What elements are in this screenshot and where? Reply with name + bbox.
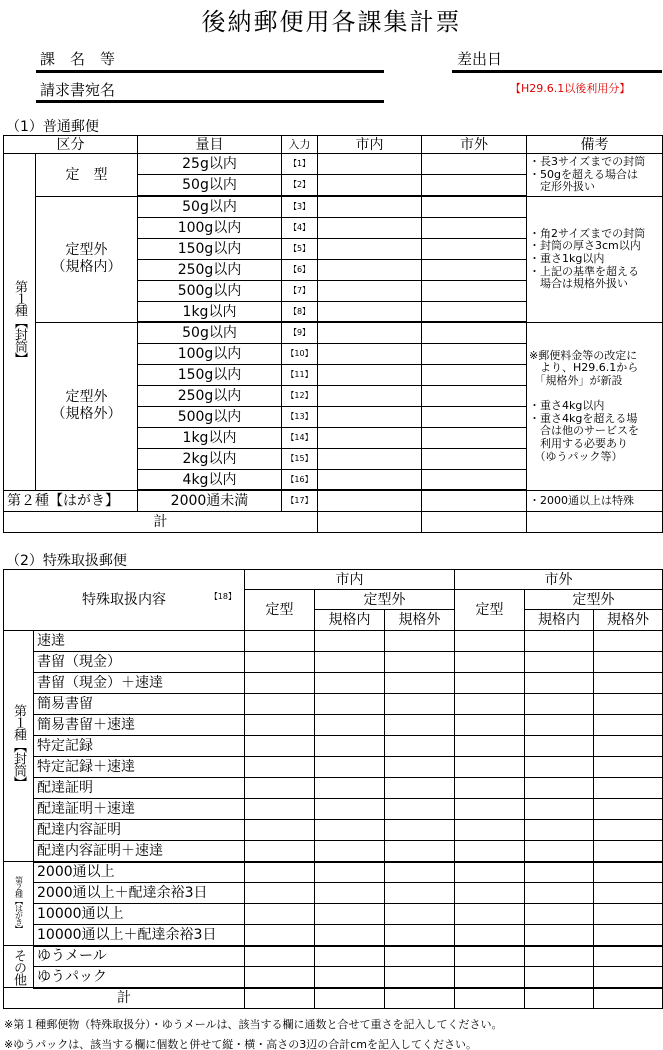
- city-in-input[interactable]: [318, 301, 422, 322]
- count-input[interactable]: [455, 820, 525, 841]
- count-input[interactable]: [315, 967, 385, 988]
- count-input[interactable]: [385, 631, 455, 652]
- row-number: 【4】: [282, 217, 318, 238]
- count-input[interactable]: [455, 631, 525, 652]
- count-input[interactable]: [594, 757, 663, 778]
- city-out-input[interactable]: [422, 364, 527, 385]
- count-input[interactable]: [455, 652, 525, 673]
- weight-cell: 50g以内: [138, 175, 282, 196]
- count-input[interactable]: [315, 778, 385, 799]
- city-in-input[interactable]: [318, 238, 422, 259]
- city-out-input[interactable]: [422, 259, 527, 280]
- city-out-input[interactable]: [422, 280, 527, 301]
- count-input[interactable]: [245, 757, 315, 778]
- count-input[interactable]: [455, 967, 525, 988]
- service-label: 2000通以上＋配達余裕3日: [34, 883, 245, 904]
- total-city-in[interactable]: [318, 511, 422, 532]
- count-input[interactable]: [525, 841, 594, 862]
- header-city-out: 市外: [422, 136, 527, 154]
- special-mail-table: [3, 569, 663, 1009]
- count-input[interactable]: [315, 799, 385, 820]
- city-in-input[interactable]: [318, 427, 422, 448]
- count-input[interactable]: [245, 673, 315, 694]
- section1-title: （1）普通郵便: [6, 119, 99, 135]
- billing-label: 請求書宛名: [40, 81, 116, 99]
- city-out-within: 規格内: [525, 610, 594, 631]
- section2-title: （2）特殊取扱郵便: [6, 553, 127, 569]
- count-input[interactable]: [594, 967, 663, 988]
- count-input[interactable]: [525, 904, 594, 925]
- weight-cell: 100g以内: [138, 217, 282, 238]
- row-number: 【6】: [282, 259, 318, 280]
- city-out-input[interactable]: [422, 385, 527, 406]
- weight-cell: 500g以内: [138, 280, 282, 301]
- service-label: 特定記録: [34, 736, 245, 757]
- count-input[interactable]: [315, 715, 385, 736]
- city-out-input[interactable]: [422, 322, 527, 343]
- count-input[interactable]: [315, 631, 385, 652]
- count-input[interactable]: [525, 673, 594, 694]
- count-input[interactable]: [385, 841, 455, 862]
- row-number: 【15】: [282, 448, 318, 469]
- city-in-input[interactable]: [318, 280, 422, 301]
- count-input[interactable]: [594, 925, 663, 946]
- count-input[interactable]: [315, 652, 385, 673]
- city-out-input[interactable]: [422, 175, 527, 196]
- count-input[interactable]: [594, 694, 663, 715]
- city-out-nonstandard: 定型外: [525, 590, 663, 610]
- row-number: 【16】: [282, 469, 318, 490]
- count-input[interactable]: [315, 862, 385, 883]
- count-input[interactable]: [525, 652, 594, 673]
- footnote-1: ※第１種郵便物（特殊取扱分）・ゆうメールは、該当する欄に通数と合せて重さを記入してください。: [4, 1018, 503, 1031]
- service-label: 特定記録＋速達: [34, 757, 245, 778]
- count-input[interactable]: [315, 694, 385, 715]
- count-input[interactable]: [315, 841, 385, 862]
- row-number: 【1】: [282, 154, 318, 175]
- count-input[interactable]: [594, 799, 663, 820]
- total-remarks: [527, 511, 663, 532]
- count-input[interactable]: [594, 652, 663, 673]
- count-input[interactable]: [525, 757, 594, 778]
- count-input[interactable]: [385, 778, 455, 799]
- count-input[interactable]: [594, 673, 663, 694]
- section2-total-label: 計: [4, 988, 245, 1009]
- weight-cell: 50g以内: [138, 196, 282, 217]
- city-in-input[interactable]: [318, 259, 422, 280]
- row-number: 【2】: [282, 175, 318, 196]
- count-input[interactable]: [594, 736, 663, 757]
- count-input[interactable]: [245, 799, 315, 820]
- count-input[interactable]: [455, 904, 525, 925]
- weight-cell: 100g以内: [138, 343, 282, 364]
- row-number: 【12】: [282, 385, 318, 406]
- count-input[interactable]: [315, 820, 385, 841]
- weight-cell: 50g以内: [138, 322, 282, 343]
- count-input[interactable]: [315, 673, 385, 694]
- notice-text: 【H29.6.1以後利用分】: [510, 82, 631, 95]
- weight-cell: 500g以内: [138, 406, 282, 427]
- count-input[interactable]: [385, 946, 455, 967]
- category-2-label: 第２種【はがき】: [4, 862, 34, 946]
- count-input[interactable]: [245, 652, 315, 673]
- count-input[interactable]: [455, 673, 525, 694]
- page-title: 後納郵便用各課集計票: [201, 8, 462, 36]
- sender-date-line: [452, 70, 662, 73]
- count-input[interactable]: [315, 757, 385, 778]
- city-out-standard: 定型: [455, 590, 525, 631]
- city-out-input[interactable]: [422, 406, 527, 427]
- header-weight: 量目: [138, 136, 282, 154]
- footnote-2: ※ゆうパックは、該当する欄に個数と併せて縦・横・高さの3辺の合計cmを記入してください。: [4, 1038, 477, 1050]
- weight-cell: 25g以内: [138, 154, 282, 175]
- count-input[interactable]: [385, 883, 455, 904]
- count-input[interactable]: [245, 736, 315, 757]
- service-label: 配達内容証明＋速達: [34, 841, 245, 862]
- count-input[interactable]: [385, 757, 455, 778]
- standard-note: ・長3サイズまでの封筒 ・50gを超える場合は 定形外扱い: [527, 154, 663, 197]
- city-out-input[interactable]: [422, 448, 527, 469]
- city-in-input[interactable]: [318, 406, 422, 427]
- service-label: 10000通以上＋配達余裕3日: [34, 925, 245, 946]
- count-input[interactable]: [315, 883, 385, 904]
- city-in-header: 市内: [245, 570, 455, 590]
- count-input[interactable]: [245, 820, 315, 841]
- count-input[interactable]: [525, 820, 594, 841]
- row-number: 【9】: [282, 322, 318, 343]
- total-input[interactable]: [315, 988, 385, 1009]
- city-in-standard: 定型: [245, 590, 315, 631]
- row-number: 【14】: [282, 427, 318, 448]
- count-input[interactable]: [455, 883, 525, 904]
- count-input[interactable]: [315, 925, 385, 946]
- city-in-outside: 規格外: [385, 610, 455, 631]
- row-number: 【10】: [282, 343, 318, 364]
- count-input[interactable]: [385, 967, 455, 988]
- count-input[interactable]: [455, 946, 525, 967]
- city-in-input[interactable]: [318, 448, 422, 469]
- dept-line: [36, 70, 384, 73]
- city-in-input[interactable]: [318, 322, 422, 343]
- city-in-input[interactable]: [318, 385, 422, 406]
- count-input[interactable]: [525, 967, 594, 988]
- service-label: 配達証明: [34, 778, 245, 799]
- count-input[interactable]: [525, 715, 594, 736]
- service-label: 10000通以上: [34, 904, 245, 925]
- count-input[interactable]: [245, 694, 315, 715]
- total-city-out[interactable]: [422, 511, 527, 532]
- content-label: 特殊取扱内容: [82, 592, 166, 608]
- nonstandard-within-label: 定型外 （規格内）: [36, 196, 138, 322]
- city-out-input[interactable]: [422, 238, 527, 259]
- row-number: 【11】: [282, 364, 318, 385]
- row-number: 【13】: [282, 406, 318, 427]
- count-input[interactable]: [455, 799, 525, 820]
- city-out-input[interactable]: [422, 217, 527, 238]
- count-input[interactable]: [245, 715, 315, 736]
- weight-cell: 4kg以内: [138, 469, 282, 490]
- sender-date-label: 差出日: [457, 50, 503, 68]
- count-input[interactable]: [455, 862, 525, 883]
- row-number: 【8】: [282, 301, 318, 322]
- count-input[interactable]: [594, 820, 663, 841]
- row-number: 【3】: [282, 196, 318, 217]
- city-out-input[interactable]: [422, 427, 527, 448]
- count-input[interactable]: [594, 946, 663, 967]
- weight-cell: 2000通未満: [138, 490, 282, 511]
- count-input[interactable]: [455, 757, 525, 778]
- count-input[interactable]: [245, 862, 315, 883]
- service-label: 配達証明＋速達: [34, 799, 245, 820]
- count-input[interactable]: [525, 946, 594, 967]
- count-input[interactable]: [455, 841, 525, 862]
- count-input[interactable]: [455, 694, 525, 715]
- postcard-note: ・2000通以上は特殊: [527, 490, 663, 511]
- count-input[interactable]: [525, 631, 594, 652]
- count-input[interactable]: [525, 736, 594, 757]
- category-2-label: 第２種【はがき】: [4, 490, 138, 511]
- count-input[interactable]: [455, 925, 525, 946]
- header-remarks: 備考: [527, 136, 663, 154]
- city-out-input[interactable]: [422, 301, 527, 322]
- count-input[interactable]: [525, 925, 594, 946]
- count-input[interactable]: [594, 862, 663, 883]
- city-in-input[interactable]: [318, 154, 422, 175]
- city-in-input[interactable]: [318, 175, 422, 196]
- service-label: ゆうパック: [34, 967, 245, 988]
- count-input[interactable]: [455, 778, 525, 799]
- category-other-label: その他: [4, 946, 34, 988]
- header-category: 区分: [4, 136, 138, 154]
- service-label: 書留（現金）: [34, 652, 245, 673]
- weight-cell: 250g以内: [138, 259, 282, 280]
- weight-cell: 150g以内: [138, 238, 282, 259]
- count-input[interactable]: [385, 904, 455, 925]
- row-number: 【17】: [282, 490, 318, 511]
- city-in-input[interactable]: [318, 343, 422, 364]
- city-out-outside: 規格外: [594, 610, 663, 631]
- weight-cell: 250g以内: [138, 385, 282, 406]
- count-input[interactable]: [594, 631, 663, 652]
- city-out-header: 市外: [455, 570, 663, 590]
- service-label: 配達内容証明: [34, 820, 245, 841]
- count-input[interactable]: [385, 799, 455, 820]
- billing-line: [36, 100, 384, 103]
- total-input[interactable]: [455, 988, 525, 1009]
- count-input[interactable]: [385, 862, 455, 883]
- city-out-input[interactable]: [422, 469, 527, 490]
- total-input[interactable]: [385, 988, 455, 1009]
- count-input[interactable]: [315, 946, 385, 967]
- weight-cell: 1kg以内: [138, 301, 282, 322]
- count-input[interactable]: [385, 820, 455, 841]
- count-input[interactable]: [385, 652, 455, 673]
- count-input[interactable]: [245, 841, 315, 862]
- city-out-input[interactable]: [422, 154, 527, 175]
- count-input[interactable]: [245, 967, 315, 988]
- count-input[interactable]: [594, 715, 663, 736]
- city-in-input[interactable]: [318, 490, 422, 511]
- count-input[interactable]: [245, 925, 315, 946]
- header-input: 入力: [282, 136, 318, 154]
- count-input[interactable]: [455, 736, 525, 757]
- total-input[interactable]: [525, 988, 594, 1009]
- nonstandard-outside-label: 定型外 （規格外）: [36, 322, 138, 490]
- city-in-input[interactable]: [318, 364, 422, 385]
- count-input[interactable]: [594, 883, 663, 904]
- count-input[interactable]: [594, 841, 663, 862]
- count-input[interactable]: [385, 694, 455, 715]
- section1-total-label: 計: [4, 511, 318, 532]
- service-label: 書留（現金）＋速達: [34, 673, 245, 694]
- service-label: 簡易書留: [34, 694, 245, 715]
- service-label: ゆうメール: [34, 946, 245, 967]
- count-input[interactable]: [385, 925, 455, 946]
- count-input[interactable]: [594, 778, 663, 799]
- count-input[interactable]: [385, 736, 455, 757]
- category-1-label: 第１種【封筒】: [4, 154, 36, 491]
- count-input[interactable]: [385, 673, 455, 694]
- count-input[interactable]: [525, 799, 594, 820]
- weight-cell: 1kg以内: [138, 427, 282, 448]
- city-out-input[interactable]: [422, 343, 527, 364]
- count-input[interactable]: [525, 862, 594, 883]
- weight-cell: 150g以内: [138, 364, 282, 385]
- total-input[interactable]: [245, 988, 315, 1009]
- weight-cell: 2kg以内: [138, 448, 282, 469]
- count-input[interactable]: [315, 904, 385, 925]
- total-input[interactable]: [594, 988, 663, 1009]
- count-input[interactable]: [455, 715, 525, 736]
- city-in-input[interactable]: [318, 196, 422, 217]
- city-in-nonstandard: 定型外: [315, 590, 455, 610]
- service-label: 簡易書留＋速達: [34, 715, 245, 736]
- category-1-label: 第１種【封筒】: [4, 631, 34, 862]
- nonstandard-within-note: ・角2サイズまでの封筒 ・封筒の厚さ3cm以内 ・重さ1kg以内 ・上記の基準を超える 場合は規格外扱い: [527, 196, 663, 322]
- count-input[interactable]: [245, 946, 315, 967]
- count-input[interactable]: [245, 883, 315, 904]
- nonstandard-outside-note: ※郵便料金等の改定に より、H29.6.1から 「規格外」が新設 ・重さ4kg以内 ・重さ4kgを超える場 合は他のサービスを 利用する必要あり （ゆうパック等）: [527, 322, 663, 490]
- content-number: 【18】: [209, 592, 236, 601]
- count-input[interactable]: [525, 883, 594, 904]
- city-out-input[interactable]: [422, 196, 527, 217]
- row-number: 【7】: [282, 280, 318, 301]
- content-header: [4, 570, 245, 631]
- service-label: 2000通以上: [34, 862, 245, 883]
- service-label: 速達: [34, 631, 245, 652]
- count-input[interactable]: [525, 778, 594, 799]
- city-out-input[interactable]: [422, 490, 527, 511]
- count-input[interactable]: [245, 904, 315, 925]
- header-city-in: 市内: [318, 136, 422, 154]
- count-input[interactable]: [245, 631, 315, 652]
- dept-label: 課 名 等: [40, 50, 116, 68]
- city-in-within: 規格内: [315, 610, 385, 631]
- count-input[interactable]: [385, 715, 455, 736]
- count-input[interactable]: [315, 736, 385, 757]
- count-input[interactable]: [594, 904, 663, 925]
- count-input[interactable]: [245, 778, 315, 799]
- count-input[interactable]: [525, 694, 594, 715]
- city-in-input[interactable]: [318, 469, 422, 490]
- standard-label: 定 型: [36, 154, 138, 197]
- row-number: 【5】: [282, 238, 318, 259]
- city-in-input[interactable]: [318, 217, 422, 238]
- ordinary-mail-table: [3, 135, 663, 533]
